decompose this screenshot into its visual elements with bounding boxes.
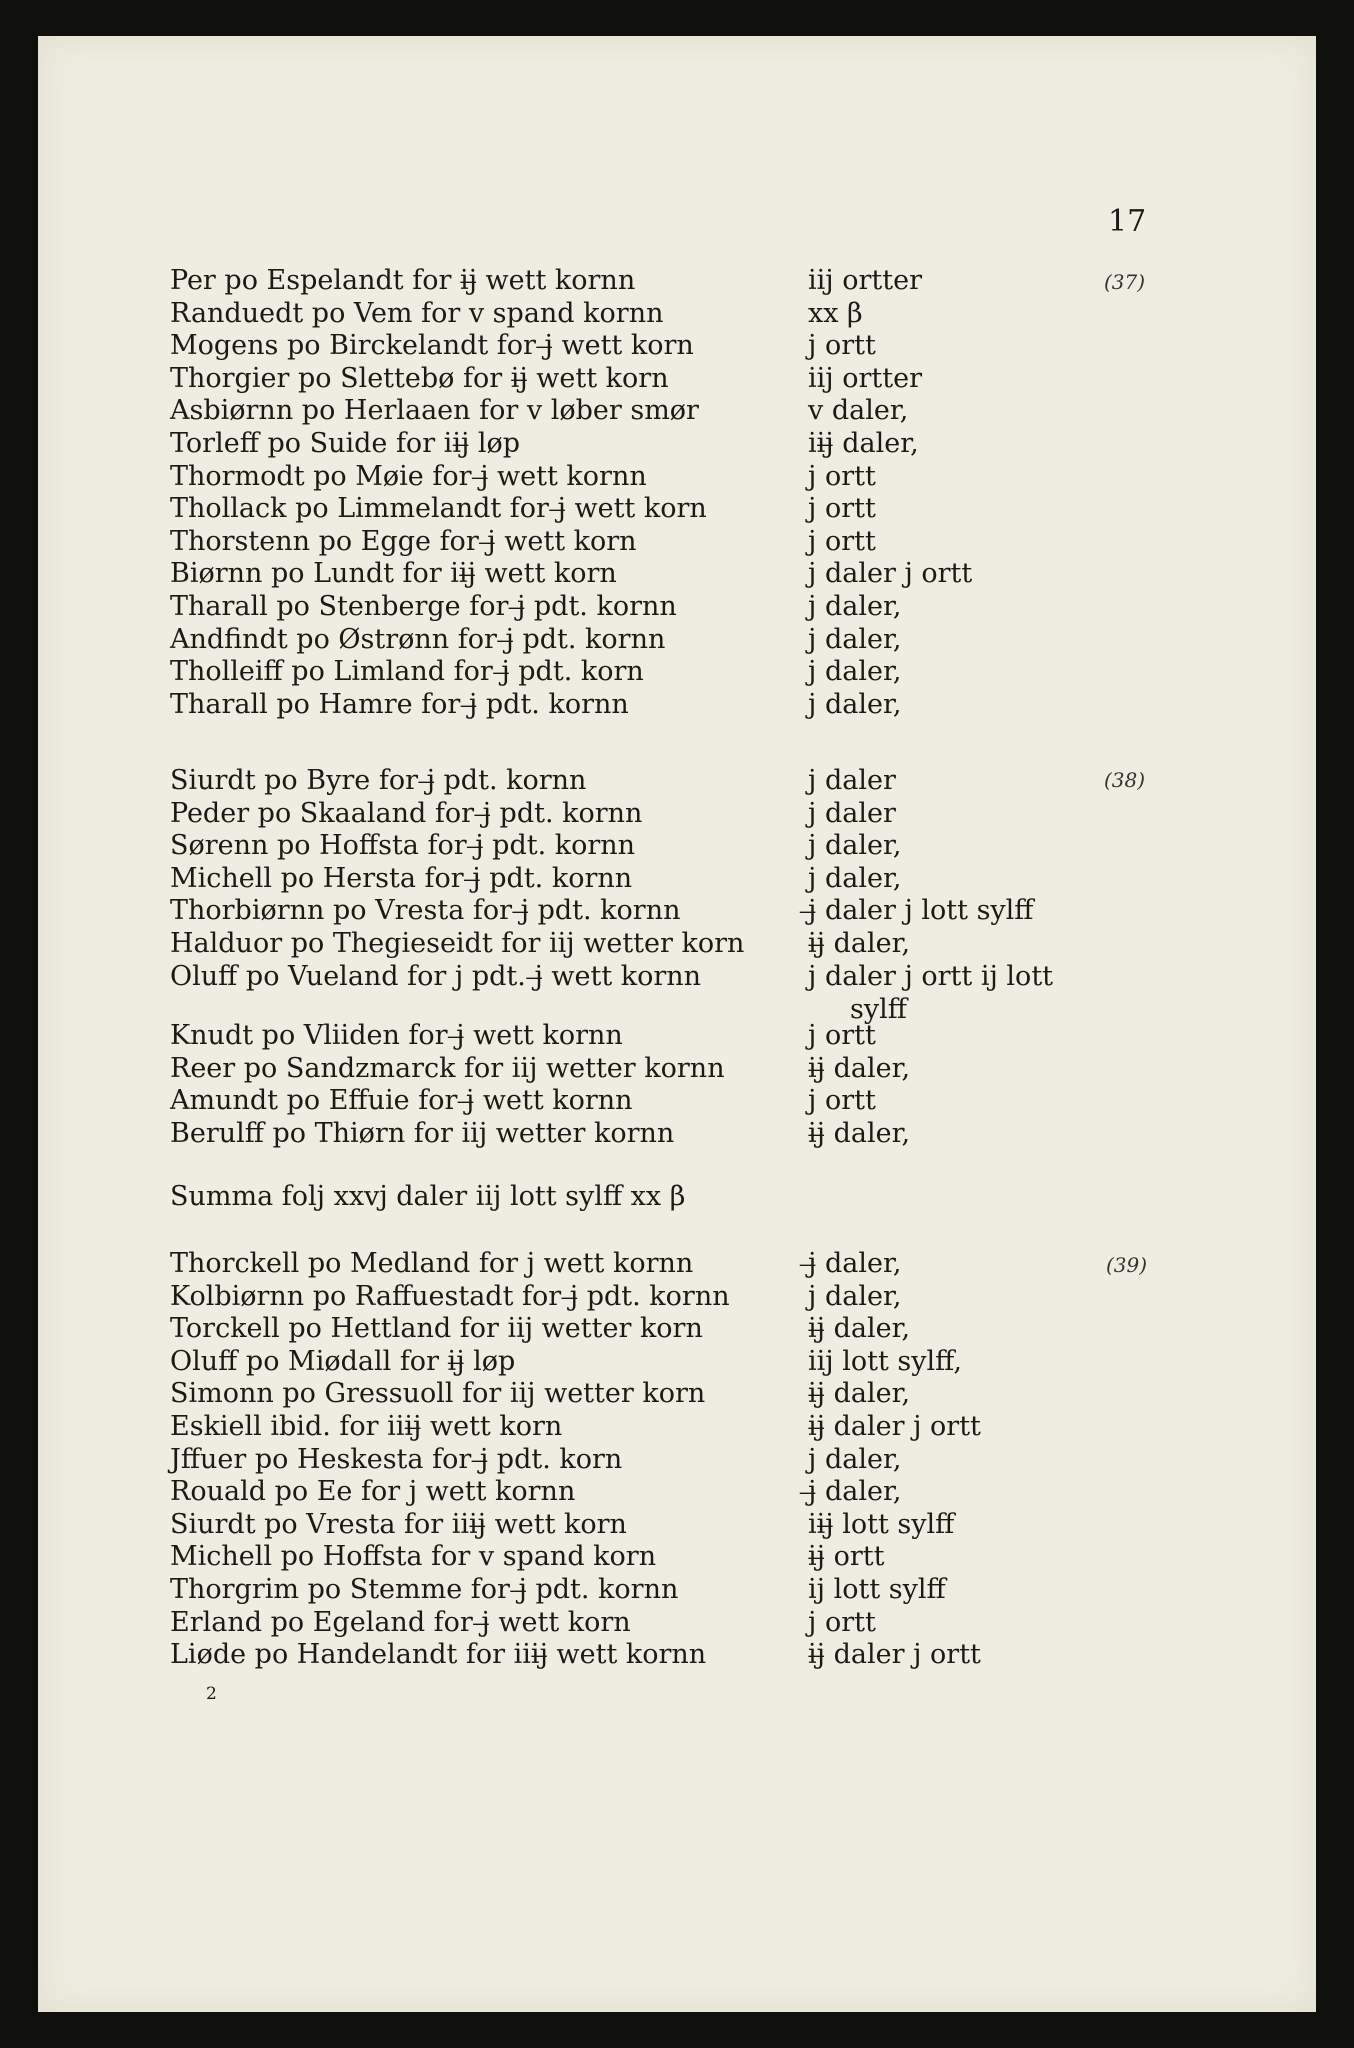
footer-signature: 2 <box>206 1684 217 1704</box>
ledger-row <box>170 1476 1130 1509</box>
ledger-row <box>170 1541 1130 1574</box>
entry-text: Michell po Hersta for j̶ pdt. kornn <box>170 862 633 894</box>
ledger-row <box>170 395 1130 428</box>
entry-amount: j daler, <box>808 656 902 688</box>
entry-amount: j daler <box>808 765 896 796</box>
entry-text: Simonn po Gressuoll for iij wetter korn <box>170 1378 706 1410</box>
entry-text: Rouald po Ee for j wett kornn <box>170 1476 576 1508</box>
entry-amount: j daler, <box>808 688 902 720</box>
entry-text: Kolbiørnn po Raffuestadt for j̶ pdt. kornn <box>170 1280 730 1312</box>
ledger-row <box>170 798 1130 831</box>
page-number: 17 <box>1108 204 1147 239</box>
entry-amount: j daler, <box>808 623 902 655</box>
entry-amount: iij̶ daler, <box>808 427 919 459</box>
ledger-row <box>170 1118 1130 1151</box>
entry-amount: ij̶ daler, <box>808 927 911 959</box>
entry-text: Randuedt po Vem for v spand kornn <box>170 297 664 329</box>
ledger-row <box>170 330 1130 363</box>
entry-amount: j ortt <box>808 1606 876 1638</box>
entry-text: Oluff po Miødall for ij̶ løp <box>170 1345 516 1377</box>
entry-amount: ij̶ daler, <box>808 1313 911 1345</box>
ledger-row <box>170 1411 1130 1444</box>
ledger-row <box>170 591 1130 624</box>
entry-amount: ij̶ daler, <box>808 1378 911 1410</box>
amount-continuation: sylff <box>850 994 907 1026</box>
entry-amount: j daler, <box>808 1443 902 1475</box>
ledger-row <box>170 1346 1130 1379</box>
ledger-row <box>170 1085 1130 1118</box>
entry-text: Per po Espelandt for ij̶ wett kornn <box>170 265 636 296</box>
section-marker-37: (37) <box>1104 270 1146 294</box>
entry-text: Tharall po Hamre for j̶ pdt. kornn <box>170 688 629 720</box>
entry-amount: j daler, <box>808 862 902 894</box>
section-marker-38: (38) <box>1104 768 1146 792</box>
entry-text: Liøde po Handelandt for iiij̶ wett kornn <box>170 1639 707 1671</box>
entry-text: Tharall po Stenberge for j̶ pdt. kornn <box>170 590 677 622</box>
entry-text: Eskiell ibid. for iiij̶ wett korn <box>170 1410 563 1442</box>
entry-text: Berulff po Thiørn for iij wetter kornn <box>170 1117 675 1149</box>
entry-text: Peder po Skaaland for j̶ pdt. kornn <box>170 797 643 829</box>
ledger-row <box>170 526 1130 559</box>
entries-section-3 <box>170 1020 1130 1150</box>
ledger-row <box>170 1313 1130 1346</box>
entry-amount: j daler, <box>808 1280 902 1312</box>
entry-text: Erland po Egeland for j̶ wett korn <box>170 1606 631 1638</box>
entry-text: Asbiørnn po Herlaaen for v løber smør <box>170 395 699 427</box>
entry-amount: ij̶ daler j ortt <box>808 1410 981 1442</box>
ledger-row <box>170 1607 1130 1640</box>
entry-amount: j ortt <box>808 1020 876 1051</box>
ledger-row <box>170 895 1130 928</box>
ledger-row <box>170 1020 1130 1053</box>
entry-amount: xx β <box>808 297 863 329</box>
entry-amount: j daler <box>808 797 896 829</box>
ledger-row <box>170 558 1130 591</box>
entry-amount: j ortt <box>808 493 876 525</box>
entry-amount: iij ortter <box>808 265 922 296</box>
entry-text: Torleff po Suide for iij̶ løp <box>170 427 521 459</box>
entry-amount: iij̶ lott sylff <box>808 1508 955 1540</box>
entry-amount: j ortt <box>808 1085 876 1117</box>
entry-text: Mogens po Birckelandt for j̶ wett korn <box>170 330 694 362</box>
entry-amount: iij lott sylff, <box>808 1345 962 1377</box>
entry-amount: ij̶ daler, <box>808 1117 911 1149</box>
entry-text: Siurdt po Byre for j̶ pdt. kornn <box>170 765 587 796</box>
entry-amount: j ortt <box>808 330 876 362</box>
entry-amount: j̶ daler j lott sylff <box>808 895 1034 927</box>
entry-text: Michell po Hoffsta for v spand korn <box>170 1541 657 1573</box>
ledger-row <box>170 265 1130 298</box>
ledger-row <box>170 428 1130 461</box>
entry-text: Tholleiff po Limland for j̶ pdt. korn <box>170 656 644 688</box>
ledger-row <box>170 1248 1130 1281</box>
entry-text: Oluff po Vueland for j pdt. j̶ wett kornn <box>170 960 702 992</box>
ledger-row <box>170 363 1130 396</box>
ledger-row <box>170 1378 1130 1411</box>
entry-amount: ij̶ daler, <box>808 1052 911 1084</box>
ledger-row <box>170 1281 1130 1314</box>
ledger-row <box>170 928 1130 961</box>
ledger-row <box>170 493 1130 526</box>
entry-amount: ij̶ daler j ortt <box>808 1639 981 1671</box>
entry-amount: j daler j ortt <box>808 558 973 590</box>
entry-text: Andfindt po Østrønn for j̶ pdt. kornn <box>170 623 666 655</box>
entry-amount: j̶ daler, <box>808 1248 902 1279</box>
ledger-row <box>170 461 1130 494</box>
entry-amount: ij̶ ortt <box>808 1541 885 1573</box>
entry-text: Torckell po Hettland for iij wetter korn <box>170 1313 703 1345</box>
entry-text: Thormodt po Møie for j̶ wett kornn <box>170 460 647 492</box>
entry-amount: ij lott sylff <box>808 1573 946 1605</box>
entry-amount: j daler j ortt ij lott <box>808 960 1054 992</box>
entry-text: Sørenn po Hoffsta for j̶ pdt. kornn <box>170 830 636 862</box>
summa-line: Summa folj xxvj daler iij lott sylff xx β <box>170 1181 686 1212</box>
ledger-row <box>170 1509 1130 1542</box>
entry-text: Thorbiørnn po Vresta for j̶ pdt. kornn <box>170 895 681 927</box>
ledger-row <box>170 863 1130 896</box>
ledger-row <box>170 830 1130 863</box>
section-marker-39: (39) <box>1106 1253 1148 1277</box>
entry-amount: iij ortter <box>808 362 922 394</box>
entry-amount: v daler, <box>808 395 909 427</box>
entry-text: Amundt po Effuie for j̶ wett kornn <box>170 1085 633 1117</box>
ledger-row <box>170 765 1130 798</box>
ledger-row <box>170 961 1130 994</box>
entry-text: Thorgrim po Stemme for j̶ pdt. kornn <box>170 1573 679 1605</box>
ledger-row <box>170 656 1130 689</box>
ledger-row <box>170 1639 1130 1672</box>
ledger-row <box>170 1574 1130 1607</box>
entry-text: Jffuer po Heskesta for j̶ pdt. korn <box>170 1443 623 1475</box>
entry-text: Thorckell po Medland for j wett kornn <box>170 1248 694 1279</box>
entry-text: Halduor po Thegieseidt for iij wetter korn <box>170 927 745 959</box>
entry-amount: j̶ daler, <box>808 1476 902 1508</box>
ledger-row <box>170 1444 1130 1477</box>
entry-amount: j daler, <box>808 830 902 862</box>
entries-section-2 <box>170 765 1130 1027</box>
entries-section-4 <box>170 1248 1130 1672</box>
entry-text: Reer po Sandzmarck for iij wetter kornn <box>170 1052 725 1084</box>
ledger-row <box>170 1053 1130 1086</box>
ledger-row <box>170 298 1130 331</box>
entry-amount: j ortt <box>808 525 876 557</box>
entry-text: Thollack po Limmelandt for j̶ wett korn <box>170 493 707 525</box>
entry-text: Biørnn po Lundt for iij̶ wett korn <box>170 558 617 590</box>
ledger-row <box>170 689 1130 722</box>
entry-text: Siurdt po Vresta for iiij̶ wett korn <box>170 1508 627 1540</box>
entry-amount: j ortt <box>808 460 876 492</box>
entry-text: Thorgier po Slettebø for ij̶ wett korn <box>170 362 669 394</box>
entry-text: Knudt po Vliiden for j̶ wett kornn <box>170 1020 623 1051</box>
entry-text: Thorstenn po Egge for j̶ wett korn <box>170 525 637 557</box>
entry-amount: j daler, <box>808 590 902 622</box>
ledger-row <box>170 624 1130 657</box>
entries-section-1 <box>170 265 1130 721</box>
